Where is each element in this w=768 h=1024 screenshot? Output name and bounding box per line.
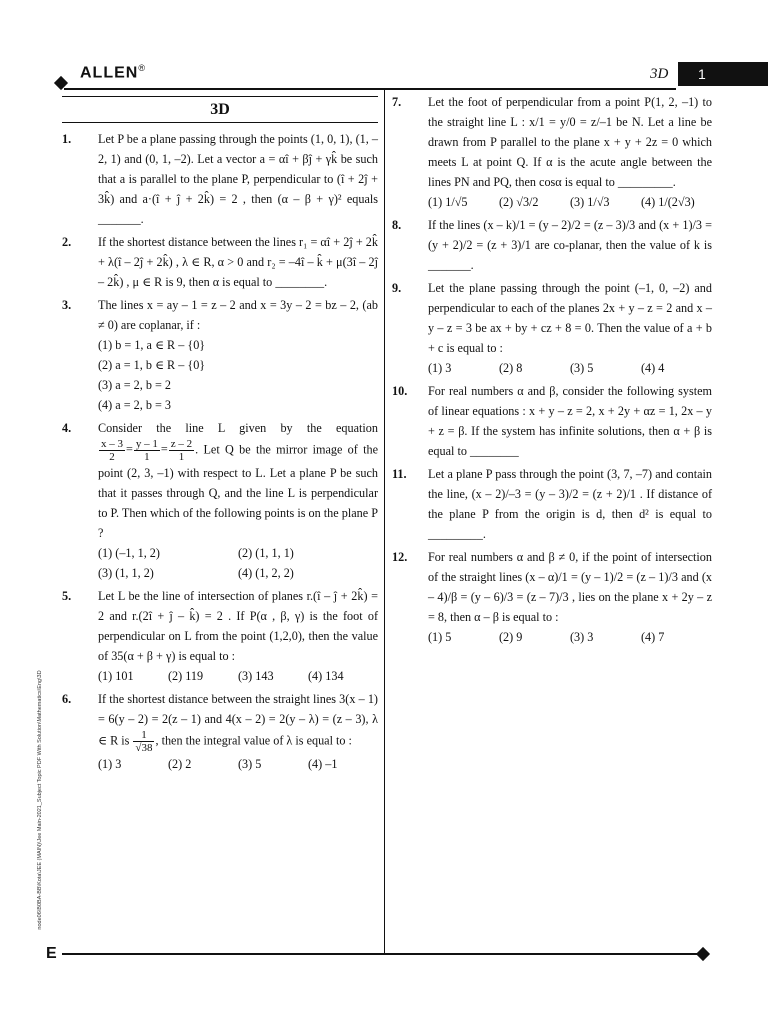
question-text: Let the foot of perpendicular from a point P(1, 2, –1) to the straight line L : x/1 = y/0 = z/–1 be N. Let a line be drawn from P parallel to the plane x + y + 2z = 0 which meets L at point Q. If α is the acute angle between the lines PN and PQ, then cosα is equal to _________. [428, 95, 712, 189]
question-number: 12. [392, 550, 408, 564]
question-number: 7. [392, 95, 402, 109]
option: (4) a = 2, b = 3 [98, 398, 171, 412]
distance-fraction: $\frac{1}{√38}$ [135, 729, 153, 754]
question-text: Let P be a plane passing through the points (1, 0, 1), (1, –2, 1) and (0, 1, –2). Let a vector a = αî + βĵ + γk̂ be such that a is parallel to the plane P, perpendicular to (î + 2ĵ + 3k̂) and a·(î + ĵ + 2k̂) = 2 , then (α – β + γ)² equals _______. [98, 132, 378, 226]
option: (4) –1 [308, 757, 338, 771]
option-list [428, 358, 712, 378]
question-text: The lines x = ay – 1 = z – 2 and x = 3y – 2 = bz – 2, (ab ≠ 0) are coplanar, if : [98, 298, 378, 332]
question-number: 6. [62, 692, 72, 706]
option: (2) 9 [499, 630, 523, 644]
option: (4) 1/(2√3) [641, 195, 695, 209]
question-number: 4. [62, 421, 72, 435]
question-number: 5. [62, 589, 72, 603]
question-number: 2. [62, 235, 72, 249]
option: (4) 134 [308, 669, 344, 683]
question-4 [62, 418, 378, 583]
page-number: 1 [678, 62, 768, 86]
question-text: If the lines (x – k)/1 = (y – 2)/2 = (z – 3)/3 and (x + 1)/3 = (y + 2)/2 = (z + 3)/1 are co-planar, then the value of k is _______. [428, 218, 712, 272]
option: (1) 5 [428, 630, 452, 644]
question-3 [62, 295, 378, 415]
question-number: 9. [392, 281, 402, 295]
question-number: 11. [392, 467, 407, 481]
question-text: If the shortest distance between the straight lines 3(x – 1) = 6(y – 2) = 2(z – 1) and 4(x – 2) = 2(y – λ) = (z – 3), λ ∈ R is $\frac{1}{√38}$ , then the integral value of λ is equal to : [98, 692, 378, 754]
question-8 [392, 215, 712, 275]
question-6 [62, 689, 378, 774]
option: (1) 101 [98, 669, 134, 683]
footer-rule [62, 953, 702, 955]
option: (3) (1, 1, 2) [98, 566, 154, 580]
question-text: Let a plane P pass through the point (3, 7, –7) and contain the line, (x – 2)/–3 = (y – 3)/2 = (z + 2)/1 . If distance of the plane P from the origin is d, then d² is equal to _________. [428, 467, 712, 541]
question-text: Let L be the line of intersection of planes r.(î – ĵ + 2k̂) = 2 and r.(2î + ĵ – k̂) = 2 . If P(α , β, γ) is the foot of perpendicular on L from the point (1,2,0), then the value of 35(α + β + γ) is equal to : [98, 589, 378, 663]
question-number: 1. [62, 132, 72, 146]
question-text: If the shortest distance between the lines r₁ = αî + 2ĵ + 2k̂ + λ(î – 2ĵ + 2k̂) , λ ∈ R, α > 0 and r₂ = –4î – k̂ + μ(3î – 2ĵ – 2k̂) , μ ∈ R is 9, then α is equal to ________. [98, 235, 378, 289]
line-equation: $\frac{x - 3}{2}$ = $\frac{y - 1}{1}$ = $\frac{z - 2}{1}$ [101, 438, 193, 463]
option: (3) 3 [570, 630, 594, 644]
option-list [428, 192, 712, 212]
question-7 [392, 92, 712, 212]
option-list [98, 754, 378, 774]
option: (2) 8 [499, 361, 523, 375]
column-divider [384, 90, 385, 954]
option: (4) (1, 2, 2) [238, 566, 294, 580]
footer-diamond-icon [696, 947, 710, 961]
question-10 [392, 381, 712, 461]
option: (1) 1/√5 [428, 195, 468, 209]
option: (1) 3 [428, 361, 452, 375]
right-column [392, 92, 712, 650]
option-list [428, 627, 712, 647]
option: (3) 143 [238, 669, 274, 683]
left-column [62, 92, 378, 777]
option: (2) a = 1, b ∈ R – {0} [98, 358, 206, 372]
question-11 [392, 464, 712, 544]
question-number: 3. [62, 298, 72, 312]
option: (4) 4 [641, 361, 665, 375]
option-list [98, 666, 378, 686]
question-1 [62, 129, 378, 229]
question-text: Let the plane passing through the point (–1, 0, –2) and perpendicular to each of the planes 2x + y – z = 2 and x – y – z = 3 be ax + by + cz + 8 = 0. Then the value of a + b + c is equal to : [428, 281, 712, 355]
question-text: For real numbers α and β, consider the following system of linear equations : x + y – z = 2, x + 2y + αz = 1, 2x – y + z = β. If the system has infinite solutions, then α + β is equal to ________ [428, 384, 712, 458]
option: (3) 5 [238, 757, 262, 771]
option: (2) 119 [168, 669, 204, 683]
question-text: Consider the line L given by the equation $\frac{x - 3}{2}$ = $\frac{y - 1}{1}$ = $\frac{z - 2}{1}$ . Let Q be the mirror image of the point (2, 3, –1) with respect to L. Let a plane P be such that it passes through Q, and the line L is perpendicular to P. Then which of the following points is on the plane P ? [98, 421, 378, 540]
question-2 [62, 232, 378, 292]
option: (1) b = 1, a ∈ R – {0} [98, 338, 206, 352]
option: (1) 3 [98, 757, 122, 771]
option: (3) 1/√3 [570, 195, 610, 209]
footer-letter: E [46, 945, 57, 962]
option: (2) 2 [168, 757, 192, 771]
header-rule [64, 88, 676, 90]
side-file-path: node06\B0BA-BB\Kota\JEE (MAIN)\Jee Main-2021_Subject Topic PDF With Solution\Mathematics\Eng\3D [37, 670, 43, 930]
question-12 [392, 547, 712, 647]
page-header [0, 0, 768, 100]
brand-logo: ALLEN® [80, 63, 146, 82]
option: (1) (–1, 1, 2) [98, 546, 160, 560]
option-list [98, 543, 378, 583]
header-subject: 3D [650, 66, 669, 82]
question-number: 10. [392, 384, 408, 398]
option: (4) 7 [641, 630, 665, 644]
question-number: 8. [392, 218, 402, 232]
question-9 [392, 278, 712, 378]
question-text: For real numbers α and β ≠ 0, if the point of intersection of the straight lines (x – α)/1 = (y – 1)/2 = (z – 1)/3 and (x – 4)/β = (y – 6)/3 = (z – 7)/3 , lies on the plane x + 2y – z = 8, then α – β is equal to : [428, 550, 712, 624]
question-5 [62, 586, 378, 686]
section-title: 3D [62, 96, 378, 123]
option: (2) (1, 1, 1) [238, 546, 294, 560]
option: (2) √3/2 [499, 195, 539, 209]
option: (3) 5 [570, 361, 594, 375]
option: (3) a = 2, b = 2 [98, 378, 171, 392]
option-list [98, 335, 378, 415]
